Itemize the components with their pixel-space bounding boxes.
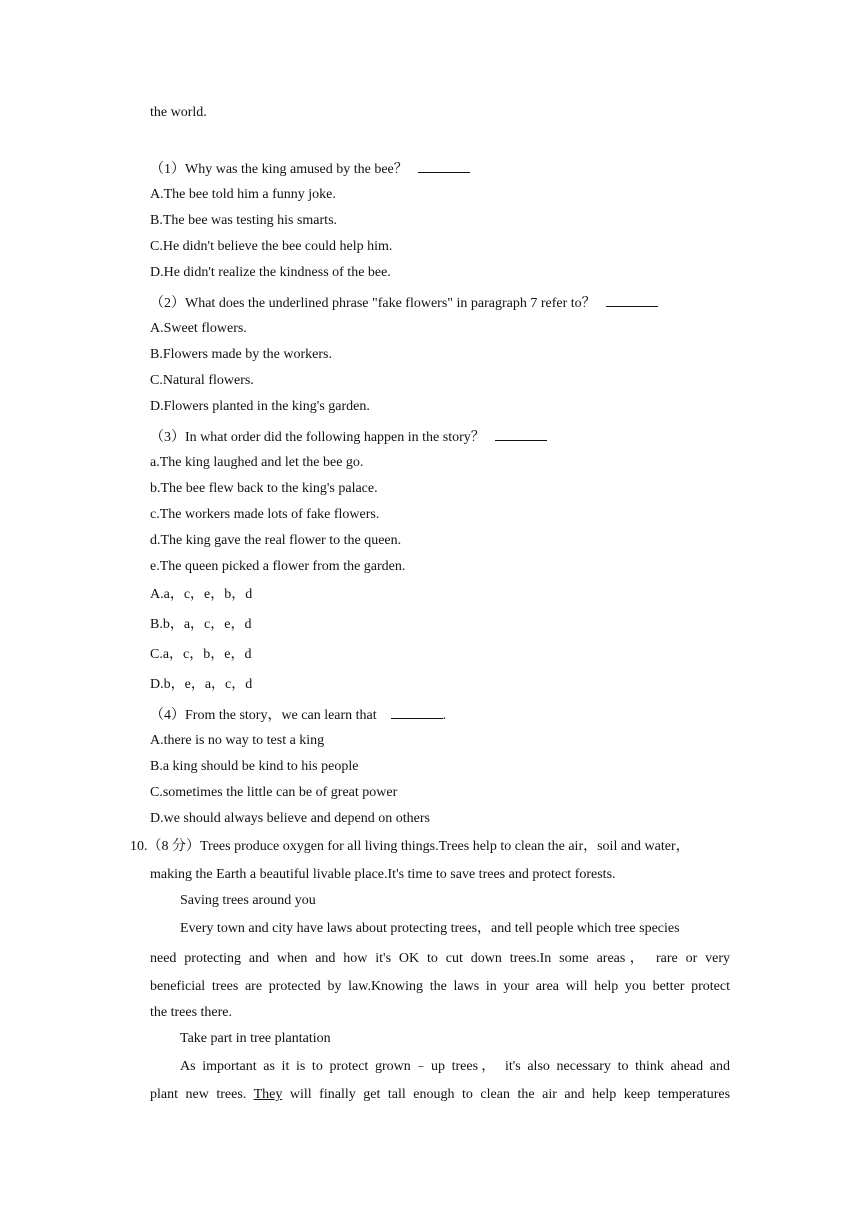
q2-option-b: B.Flowers made by the workers. [150, 347, 332, 362]
question-4-prompt [150, 704, 446, 725]
question-10-intro-line-2: making the Earth a beautiful livable place.It's time to save trees and protect forests. [150, 867, 616, 882]
q2-option-a: A.Sweet flowers. [150, 321, 247, 336]
answer-blank-2[interactable] [606, 292, 658, 307]
underlined-word-they: They [253, 1087, 283, 1102]
q3-event-c: c.The workers made lots of fake flowers. [150, 507, 380, 522]
q1-option-a: A.The bee told him a funny joke. [150, 187, 336, 202]
question-3-prompt [150, 426, 547, 447]
q3-event-a: a.The king laughed and let the bee go. [150, 455, 364, 470]
q3-event-b: b.The bee flew back to the king's palace. [150, 481, 378, 496]
answer-blank-1[interactable] [418, 158, 470, 173]
paragraph-2-line-1: As important as it is to protect grown﹣up trees， it's also necessary to think ahead and [180, 1059, 730, 1074]
q2-option-c: C.Natural flowers. [150, 373, 254, 388]
q4-option-c: C.sometimes the little can be of great power [150, 785, 398, 800]
question-3-text: （3）In what order did the following happen in the story？ [150, 430, 485, 445]
paragraph-2-line-2 [150, 1086, 730, 1104]
q1-option-b: B.The bee was testing his smarts. [150, 213, 338, 228]
section-heading-saving-trees: Saving trees around you [180, 893, 316, 908]
paragraph-1-line-2: need protecting and when and how it's OK to cut down trees.In some areas， rare or very [150, 951, 730, 966]
q4-option-d: D.we should always believe and depend on others [150, 811, 430, 826]
q3-option-c: C.a，c，b，e，d [150, 647, 252, 662]
section-heading-tree-plantation: Take part in tree plantation [180, 1031, 331, 1046]
continuation-text: the world. [150, 105, 207, 120]
q4-option-a: A.there is no way to test a king [150, 733, 325, 748]
q3-event-d: d.The king gave the real flower to the queen. [150, 533, 402, 548]
question-1-prompt [150, 158, 470, 179]
answer-blank-4[interactable] [391, 704, 443, 719]
paragraph-1-line-1: Every town and city have laws about protecting trees，and tell people which tree species [180, 921, 680, 936]
q1-option-c: C.He didn't believe the bee could help him. [150, 239, 393, 254]
paragraph-2-line-2-start: plant new trees. [150, 1087, 247, 1102]
question-10-header [130, 838, 690, 856]
question-10-number: 10. [130, 839, 148, 854]
q2-option-d: D.Flowers planted in the king's garden. [150, 399, 370, 414]
q3-option-b: B.b，a，c，e，d [150, 617, 252, 632]
q3-option-a: A.a，c，e，b，d [150, 587, 253, 602]
q3-event-e: e.The queen picked a flower from the garden. [150, 559, 406, 574]
paragraph-1-line-3: beneficial trees are protected by law.Knowing the laws in your area will help you better protect [150, 979, 730, 994]
q1-option-d: D.He didn't realize the kindness of the bee. [150, 265, 391, 280]
question-10-intro-line-1: Trees produce oxygen for all living things.Trees help to clean the air，soil and water， [200, 839, 690, 854]
paragraph-1-line-4: the trees there. [150, 1005, 233, 1020]
paragraph-2-line-2-end: will finally get tall enough to clean the air and help keep temperatures [289, 1087, 731, 1102]
answer-blank-3[interactable] [495, 426, 547, 441]
question-4-text: （4）From the story，we can learn that [150, 708, 377, 723]
q3-option-d: D.b，e，a，c，d [150, 677, 253, 692]
question-2-text: （2）What does the underlined phrase "fake flowers" in paragraph 7 refer to？ [150, 296, 596, 311]
q4-option-b: B.a king should be kind to his people [150, 759, 359, 774]
question-1-text: （1）Why was the king amused by the bee？ [150, 162, 408, 177]
question-4-suffix: . [442, 708, 447, 723]
question-10-score: （8 分） [147, 839, 200, 854]
question-2-prompt [150, 292, 658, 313]
